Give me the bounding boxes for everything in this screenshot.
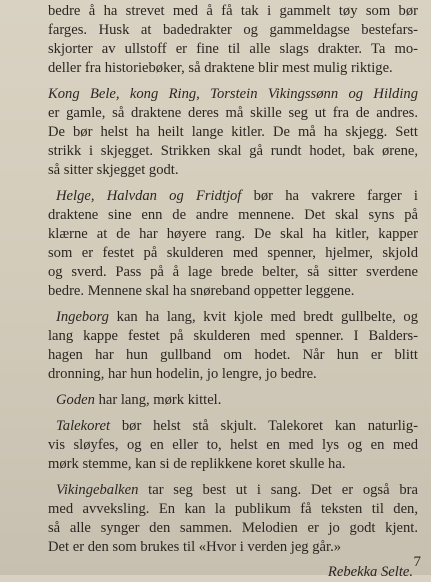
text-line: så sitter skjegget godt.	[48, 162, 179, 178]
text-line: De bør helst ha heilt lange kitler. De må ha skjegg. Sett	[48, 124, 418, 140]
text-line: er gamle, så draktene deres må skille seg ut fra de andres.	[48, 105, 418, 121]
text-fragment: kan ha lang, kvit kjole med bredt gullbelte, og	[116, 309, 419, 325]
page-number: 7	[413, 554, 421, 570]
paragraph-lead: Vikingebalken	[56, 482, 139, 498]
text-line	[56, 417, 418, 436]
text-line: skjorter av ullstoff er fine til alle slags drakter. Ta mo-	[48, 41, 418, 57]
text-line: dronning, har hun hodelin, jo lengre, jo bedre.	[48, 366, 317, 382]
text-line	[56, 391, 418, 410]
text-fragment: har lang, mørk kittel.	[98, 392, 222, 408]
text-line: deller fra historiebøker, så draktene blir mest mulig riktige.	[48, 60, 393, 76]
paragraph-lead: Ingeborg	[56, 309, 109, 325]
text-line	[56, 481, 418, 500]
text-line: hagen har hun gullband om hodet. Når hun er blitt	[48, 347, 418, 363]
text-fragment: bør helst stå skjult. Talekoret kan naturlig-	[121, 418, 418, 434]
text-line	[56, 187, 418, 206]
text-line: mørk stemme, kan si de replikkene koret skulle ha.	[48, 456, 346, 472]
author-signature: Rebekka Selte.	[327, 564, 413, 580]
paragraph-lead: Kong Bele, kong Ring, Torstein Vikingssønn og Hilding	[48, 86, 418, 102]
text-line: lang kappe festet på skulderen med spenner. I Balders-	[48, 328, 418, 344]
text-line: bedre. Mennene skal ha snøreband oppetter leggene.	[48, 283, 355, 299]
text-line: med avveksling. En kan la publikum få teksten til den,	[48, 501, 418, 517]
text-line: og sverd. Pass på å lage brede belter, så sitter sverdene	[48, 264, 418, 280]
paragraph-lead: Goden	[56, 392, 95, 408]
text-line: vis sløyfes, og en eller to, helst en med lys og en med	[48, 437, 418, 453]
paragraph-lead: Talekoret	[56, 418, 111, 434]
text-line	[56, 308, 418, 327]
text-line: klærne at de har høyere rang. De skal ha kitler, kapper	[48, 226, 418, 242]
text-line: som er festet på skulderen med spenner, hjelmer, skjold	[48, 245, 418, 261]
text-line: så alle synger den sammen. Melodien er jo godt kjent.	[48, 520, 418, 536]
text-line: farges. Husk at badedrakter og gammeldagse bestefars-	[48, 22, 418, 38]
text-line: strikk i skjegget. Strikken skal gå rundt hodet, bak ørene,	[48, 143, 418, 159]
text-line: draktene sine enn de andre mennene. Det skal syns på	[48, 207, 418, 223]
text-fragment: tar seg best ut i sang. Det er også bra	[148, 482, 418, 498]
paragraph-lead: Helge, Halvdan og Fridtjof	[56, 188, 242, 204]
text-fragment: bør ha vakrere farger i	[253, 188, 418, 204]
text-line: bedre å ha strevet med å få tak i gammelt tøy som bør	[48, 3, 418, 19]
text-line: Det er den som brukes til «Hvor i verden jeg går.»	[48, 539, 342, 555]
